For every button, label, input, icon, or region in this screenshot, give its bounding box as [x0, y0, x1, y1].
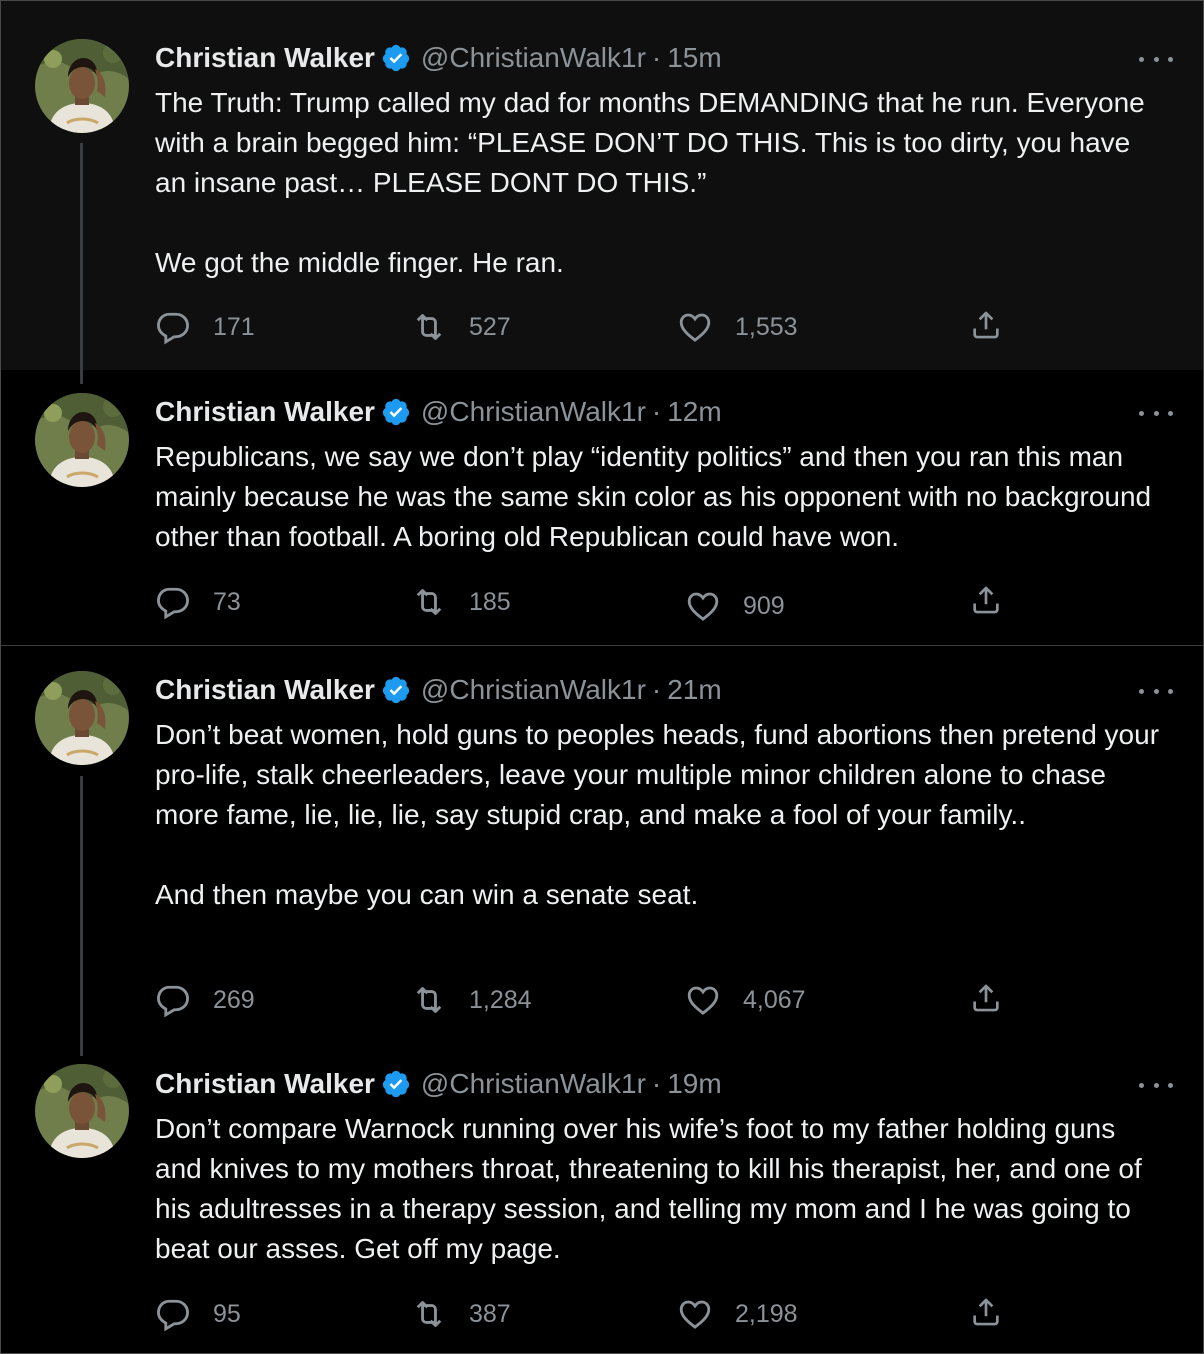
- separator: ·: [651, 396, 662, 427]
- share-icon: [969, 980, 1003, 1016]
- display-name[interactable]: Christian Walker: [155, 396, 375, 427]
- tweet-actions: [155, 307, 1015, 347]
- profile-photo-icon: [35, 1064, 129, 1158]
- reply-button[interactable]: [155, 980, 255, 1020]
- tweet-header: [155, 1067, 722, 1101]
- reply-count: 95: [213, 1299, 241, 1328]
- reply-icon: [155, 584, 191, 620]
- like-button[interactable]: [677, 307, 798, 347]
- avatar[interactable]: [35, 671, 129, 765]
- tweet-text: The Truth: Trump called my dad for months DEMANDING that he run. Everyone with a brain begged him: “PLEASE DON’T DO THIS. This is too dirty, you have an insane past… PLEASE DONT DO THIS.” We got the middle finger. He ran.: [155, 87, 1145, 278]
- like-count: 4,067: [743, 985, 806, 1014]
- display-name[interactable]: Christian Walker: [155, 674, 375, 705]
- thread-connector: [80, 370, 83, 384]
- share-button[interactable]: [969, 307, 1003, 348]
- verified-badge-icon: [381, 397, 411, 427]
- tweet-text: Don’t beat women, hold guns to peoples heads, fund abortions then pretend your pro-life, stalk cheerleaders, leave your multiple minor children alone to chase more fame, lie, lie, lie, say stupid crap, and make a fool of your family.. And then maybe you can win a senate seat.: [155, 719, 1160, 910]
- thread-connector: [80, 776, 83, 1056]
- more-options-icon[interactable]: [1139, 401, 1173, 425]
- reply-button[interactable]: [155, 1294, 241, 1334]
- share-button[interactable]: [969, 980, 1003, 1021]
- tweet-header: [155, 395, 722, 429]
- avatar[interactable]: [35, 39, 129, 133]
- reply-icon: [155, 309, 191, 345]
- share-button[interactable]: [969, 1294, 1003, 1335]
- retweet-button[interactable]: [411, 980, 532, 1020]
- tweet-actions: [155, 980, 1015, 1020]
- tweet[interactable]: [1, 1038, 1203, 1353]
- reply-icon: [155, 982, 191, 1018]
- retweet-count: 1,284: [469, 985, 532, 1014]
- timestamp[interactable]: 12m: [667, 396, 722, 427]
- display-name[interactable]: Christian Walker: [155, 42, 375, 73]
- retweet-count: 527: [469, 312, 511, 341]
- separator: ·: [651, 42, 662, 73]
- retweet-count: 387: [469, 1299, 511, 1328]
- timestamp[interactable]: 15m: [667, 42, 722, 73]
- reply-count: 269: [213, 985, 255, 1014]
- more-options-icon[interactable]: [1139, 1073, 1173, 1097]
- like-button[interactable]: [685, 586, 785, 626]
- heart-icon: [677, 1296, 713, 1332]
- verified-badge-icon: [381, 675, 411, 705]
- separator: ·: [651, 1068, 662, 1099]
- tweet-header: [155, 673, 722, 707]
- retweet-icon: [411, 1296, 447, 1332]
- reply-button[interactable]: [155, 582, 241, 622]
- avatar[interactable]: [35, 393, 129, 487]
- reply-button[interactable]: [155, 307, 255, 347]
- like-button[interactable]: [677, 1294, 798, 1334]
- retweet-button[interactable]: [411, 307, 511, 347]
- retweet-count: 185: [469, 587, 511, 616]
- tweet-actions: [155, 1294, 1015, 1334]
- profile-photo-icon: [35, 39, 129, 133]
- retweet-icon: [411, 309, 447, 345]
- heart-icon: [685, 982, 721, 1018]
- tweet-actions: [155, 582, 1015, 622]
- user-handle[interactable]: @ChristianWalk1r: [420, 674, 646, 705]
- share-button[interactable]: [969, 582, 1003, 623]
- reply-count: 73: [213, 587, 241, 616]
- heart-icon: [685, 588, 721, 624]
- tweet[interactable]: [1, 1, 1203, 370]
- tweet-text: Republicans, we say we don’t play “identity politics” and then you ran this man mainly because he was the same skin color as his opponent with no background other than football. A boring old Republican could have won.: [155, 441, 1152, 552]
- verified-badge-icon: [381, 1069, 411, 1099]
- verified-badge-icon: [381, 43, 411, 73]
- separator: ·: [651, 674, 662, 705]
- profile-photo-icon: [35, 671, 129, 765]
- reply-icon: [155, 1296, 191, 1332]
- user-handle[interactable]: @ChristianWalk1r: [420, 1068, 646, 1099]
- reply-count: 171: [213, 312, 255, 341]
- share-icon: [969, 582, 1003, 618]
- more-options-icon[interactable]: [1139, 47, 1173, 71]
- like-button[interactable]: [685, 980, 806, 1020]
- share-icon: [969, 1294, 1003, 1330]
- like-count: 909: [743, 591, 785, 620]
- tweet-header: [155, 41, 722, 75]
- timestamp[interactable]: 19m: [667, 1068, 722, 1099]
- like-count: 2,198: [735, 1299, 798, 1328]
- retweet-icon: [411, 584, 447, 620]
- user-handle[interactable]: @ChristianWalk1r: [420, 396, 646, 427]
- share-icon: [969, 307, 1003, 343]
- retweet-icon: [411, 982, 447, 1018]
- display-name[interactable]: Christian Walker: [155, 1068, 375, 1099]
- heart-icon: [677, 309, 713, 345]
- retweet-button[interactable]: [411, 1294, 511, 1334]
- avatar[interactable]: [35, 1064, 129, 1158]
- tweet-text: Don’t compare Warnock running over his wife’s foot to my father holding guns and knives to my mothers throat, threatening to kill his therapist, her, and one of his adultresses in a therapy session, and telling my mom and I he was going to beat our asses. Get off my page.: [155, 1113, 1142, 1264]
- tweet[interactable]: [1, 370, 1203, 645]
- thread-connector: [80, 143, 83, 370]
- tweet[interactable]: [1, 646, 1203, 1038]
- more-options-icon[interactable]: [1139, 679, 1173, 703]
- like-count: 1,553: [735, 312, 798, 341]
- user-handle[interactable]: @ChristianWalk1r: [420, 42, 646, 73]
- timestamp[interactable]: 21m: [667, 674, 722, 705]
- retweet-button[interactable]: [411, 582, 511, 622]
- profile-photo-icon: [35, 393, 129, 487]
